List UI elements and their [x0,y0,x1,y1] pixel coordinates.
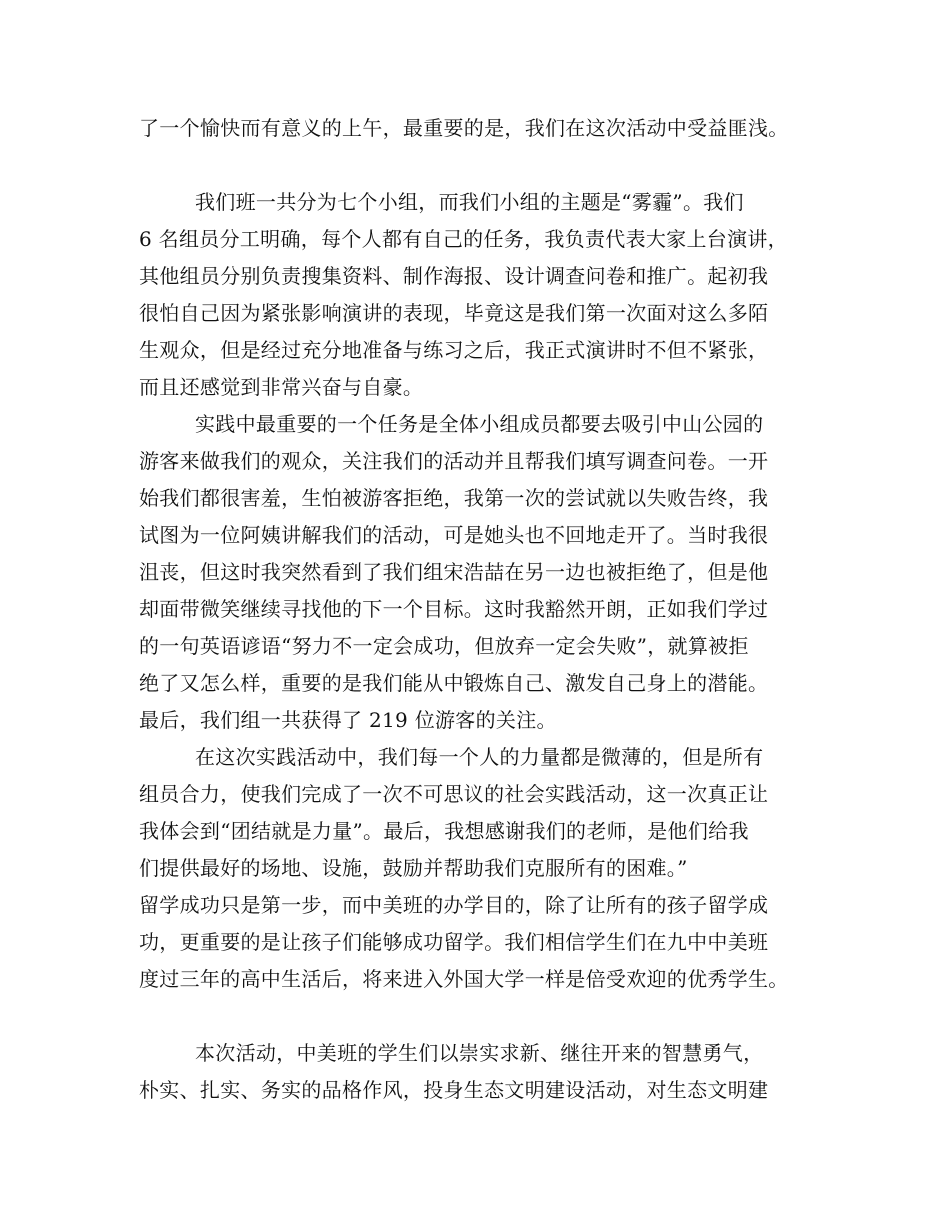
text-line: 很怕自己因为紧张影响演讲的表现，毕竟这是我们第一次面对这么多陌 [139,301,769,325]
text-line: 留学成功只是第一步，而中美班的办学目的，除了让所有的孩子留学成 [139,893,769,917]
text-line: 在这次实践活动中，我们每一个人的力量都是微薄的，但是所有 [195,745,764,769]
text-line: 朴实、扎实、务实的品格作风，投身生态文明建设活动，对生态文明建 [139,1078,769,1102]
text-line: 我体会到“团结就是力量”。最后，我想感谢我们的老师，是他们给我 [139,819,749,843]
text-line: 6 名组员分工明确，每个人都有自己的任务，我负责代表大家上台演讲， [139,227,788,251]
text-line: 本次活动，中美班的学生们以崇实求新、继往开来的智慧勇气， [195,1041,764,1065]
text-line: 度过三年的高中生活后，将来进入外国大学一样是倍受欢迎的优秀学生。 [139,967,789,991]
text-line: 的一句英语谚语“努力不一定会成功，但放弃一定会失败”，就算被拒 [139,634,749,658]
text-line: 最后，我们组一共获得了 219 位游客的关注。 [139,708,557,732]
text-line: 组员合力，使我们完成了一次不可思议的社会实践活动，这一次真正让 [139,782,769,806]
text-line: 我们班一共分为七个小组，而我们小组的主题是“雾霾”。我们 [195,190,744,214]
text-line: 实践中最重要的一个任务是全体小组成员都要去吸引中山公园的 [195,412,764,436]
text-line: 其他组员分别负责搜集资料、制作海报、设计调查问卷和推广。起初我 [139,264,769,288]
text-line: 生观众，但是经过充分地准备与练习之后，我正式演讲时不但不紧张， [139,338,769,362]
text-line: 试图为一位阿姨讲解我们的活动，可是她头也不回地走开了。当时我很 [139,523,769,547]
text-line: 沮丧，但这时我突然看到了我们组宋浩喆在另一边也被拒绝了，但是他 [139,560,769,584]
text-line: 却面带微笑继续寻找他的下一个目标。这时我豁然开朗，正如我们学过 [139,597,769,621]
text-line: 而且还感觉到非常兴奋与自豪。 [139,375,424,399]
text-line: 始我们都很害羞，生怕被游客拒绝，我第一次的尝试就以失败告终，我 [139,486,769,510]
text-line: 绝了又怎么样，重要的是我们能从中锻炼自己、激发自己身上的潜能。 [139,671,769,695]
text-line: 们提供最好的场地、设施，鼓励并帮助我们克服所有的困难。” [139,856,688,880]
text-line: 了一个愉快而有意义的上午，最重要的是，我们在这次活动中受益匪浅。 [139,116,789,140]
text-line: 游客来做我们的观众，关注我们的活动并且帮我们填写调查问卷。一开 [139,449,769,473]
text-line: 功，更重要的是让孩子们能够成功留学。我们相信学生们在九中中美班 [139,930,769,954]
